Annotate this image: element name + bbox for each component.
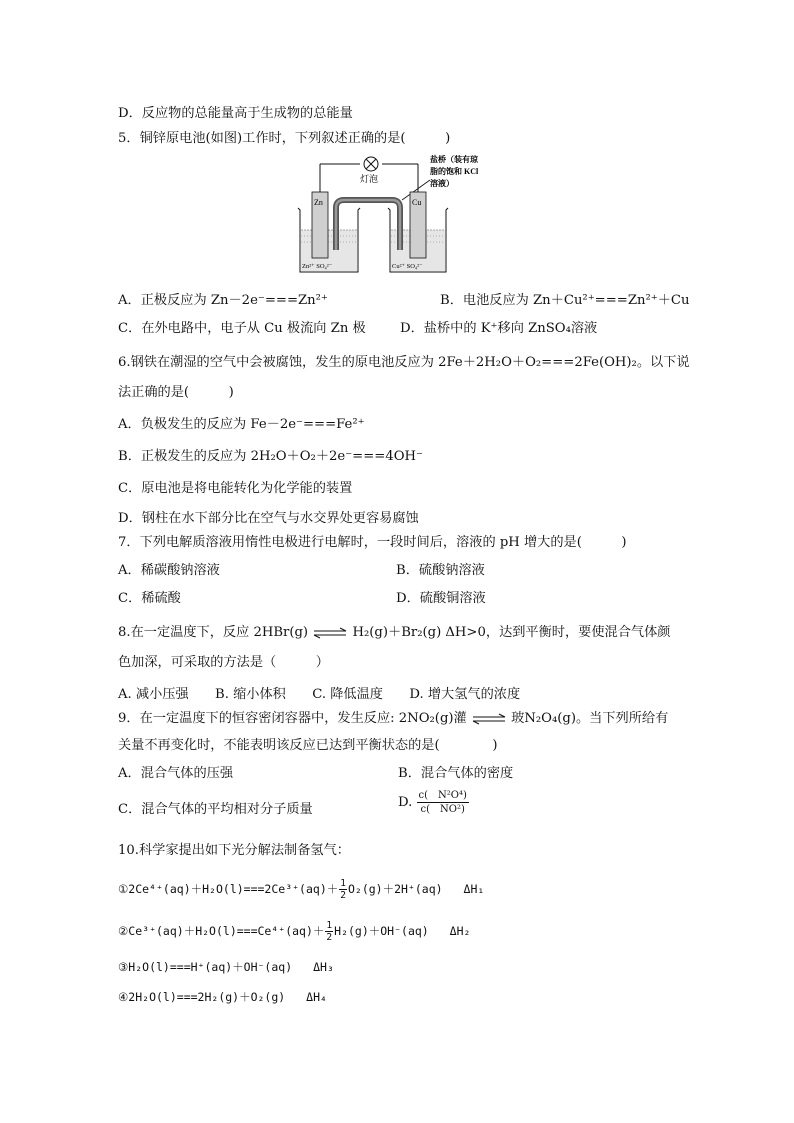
q6-stem-line2: 法正确的是( ) — [118, 385, 234, 400]
q6-option-b: B．正极发生的反应为 2H₂O＋O₂＋2e⁻===4OH⁻ — [118, 449, 423, 464]
half-fraction: $\frac{1}{2}$ — [326, 920, 333, 943]
q9-option-d — [398, 789, 469, 816]
half-fraction: $\frac{1}{2}$ — [340, 878, 346, 901]
equilibrium-arrow-icon — [312, 627, 348, 639]
q6-option-c: C．原电池是将电能转化为化学能的装置 — [118, 481, 353, 496]
q10-eq2-part2: H₂(g)＋OH⁻(aq) — [334, 924, 429, 938]
q6-option-a: A．负极发生的反应为 Fe－2e⁻===Fe²⁺ — [118, 417, 365, 432]
q6-stem-line1: 6.钢铁在潮湿的空气中会被腐蚀，发生的原电池反应为 2Fe＋2H₂O＋O₂===2Fe(OH)₂。以下说 — [118, 355, 690, 370]
bridge-label-3: 溶液） — [430, 179, 454, 188]
q10-eq1-dh: ΔH₁ — [463, 882, 485, 896]
left-solution-label: Zn²⁺ SO₄²⁻ — [302, 263, 333, 270]
q9-option-a: A．混合气体的压强 — [118, 766, 234, 781]
q4-option-d: D．反应物的总能量高于生成物的总能量 — [118, 106, 353, 121]
q7-option-d: D．硫酸铜溶液 — [396, 591, 486, 606]
q5-stem: 5．铜锌原电池(如图)工作时，下列叙述正确的是( ) — [118, 131, 451, 146]
equilibrium-arrow-icon — [471, 713, 507, 725]
q5-option-a: A．正极反应为 Zn－2e⁻===Zn²⁺ — [118, 293, 328, 308]
q8-stem-part1: 8.在一定温度下，反应 2HBr(g) — [118, 625, 309, 640]
zn-label: Zn — [314, 198, 323, 207]
q9-option-b: B．混合气体的密度 — [398, 766, 514, 781]
bridge-label-1: 盐桥（装有琼 — [430, 155, 478, 164]
q10-eq4 — [118, 988, 327, 1006]
q10-stem: 10.科学家提出如下光分解法制备氢气： — [118, 843, 350, 858]
q10-eq2 — [118, 920, 470, 943]
lamp-icon — [364, 157, 378, 171]
bridge-label-2: 脂的饱和 KCl — [430, 167, 479, 176]
q9-option-c: C．混合气体的平均相对分子质量 — [118, 802, 313, 817]
q8-options: A. 减小压强 B. 缩小体积 C. 降低温度 D. 增大氢气的浓度 — [118, 687, 521, 702]
q5-option-c: C．在外电路中，电子从 Cu 极流向 Zn 极 — [118, 321, 366, 336]
q10-eq1-part2: O₂(g)＋2H⁺(aq) — [347, 882, 443, 896]
q9-stem-part1: 9．在一定温度下的恒容密闭容器中，发生反应: 2NO₂(g)灌 — [118, 711, 467, 726]
q10-eq2-part1: ②Ce³⁺(aq)＋H₂O(l)===Ce⁴⁺(aq)＋ — [118, 924, 325, 938]
q8-stem-line2: 色加深，可采取的方法是（ ） — [118, 655, 329, 670]
q5-option-d: D．盐桥中的 K⁺移向 ZnSO₄溶液 — [400, 321, 598, 336]
q10-eq1 — [118, 878, 484, 901]
q10-eq3-dh: ΔH₃ — [313, 960, 334, 974]
cu-label: Cu — [412, 198, 422, 207]
q9-stem-line1 — [118, 710, 668, 728]
q5-option-b: B．电池反应为 Zn＋Cu²⁺===Zn²⁺＋Cu — [440, 293, 690, 308]
zn-electrode — [312, 192, 328, 258]
q8-stem-part2: H₂(g)＋Br₂(g) ΔH>0，达到平衡时，要使混合气体颜 — [352, 625, 671, 640]
right-solution-label: Cu²⁺ SO₄²⁻ — [392, 263, 423, 270]
q10-eq3 — [118, 958, 334, 976]
q10-eq4-dh: ΔH₄ — [306, 990, 327, 1004]
q10-eq1-part1: ①2Ce⁴⁺(aq)＋H₂O(l)===2Ce³⁺(aq)＋ — [118, 882, 339, 896]
q6-option-d: D．钢柱在水下部分比在空气与水交界处更容易腐蚀 — [118, 511, 419, 526]
galvanic-cell-figure — [290, 150, 520, 280]
q7-option-a: A．稀碳酸钠溶液 — [118, 563, 220, 578]
q7-stem: 7．下列电解质溶液用惰性电极进行电解时，一段时间后，溶液的 pH 增大的是( ) — [118, 535, 627, 550]
q9-stem-line2: 关量不再变化时，不能表明该反应已达到平衡状态的是( ) — [118, 738, 498, 753]
q7-option-c: C．稀硫酸 — [118, 591, 181, 606]
q10-eq2-dh: ΔH₂ — [449, 924, 471, 938]
q9-option-d-prefix: D. — [398, 795, 413, 810]
q10-eq4-text: ④2H₂O(l)===2H₂(g)＋O₂(g) — [118, 990, 286, 1004]
q9-option-d-denominator: c( NO²) — [420, 804, 465, 815]
q9-option-d-numerator: c( N²O⁴) — [418, 790, 467, 801]
q7-option-b: B．硫酸钠溶液 — [396, 563, 485, 578]
q10-eq3-text: ③H₂O(l)===H⁺(aq)＋OH⁻(aq) — [118, 960, 293, 974]
q9-option-d-fraction — [417, 789, 469, 816]
q9-stem-part2: 玻N₂O₄(g)。当下列所给有 — [511, 711, 669, 726]
lamp-label: 灯泡 — [360, 174, 379, 184]
q8-stem-line1 — [118, 624, 671, 642]
cu-electrode — [410, 192, 426, 258]
